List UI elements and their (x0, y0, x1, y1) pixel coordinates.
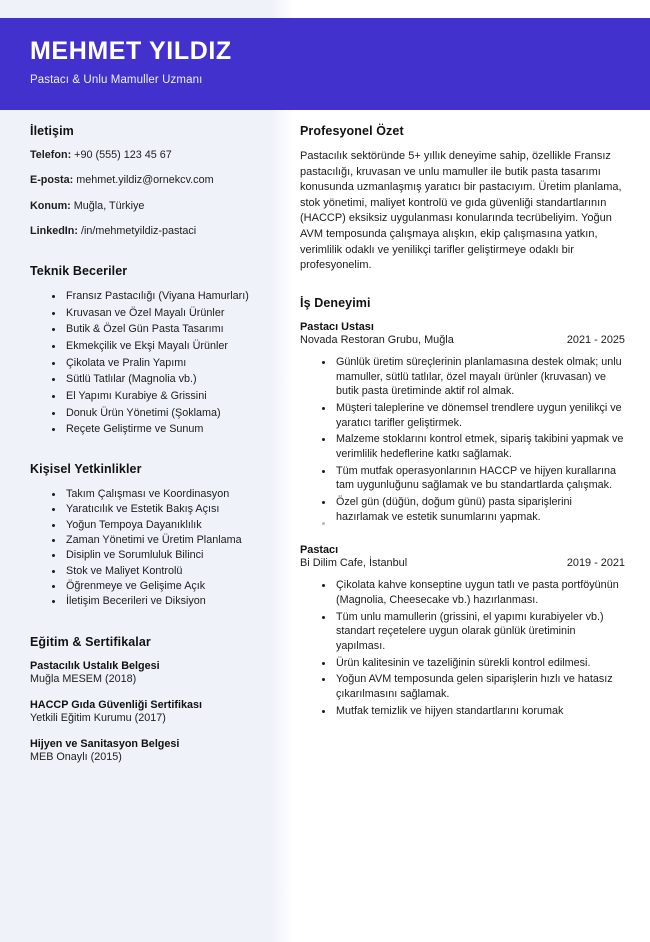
resume-header (0, 18, 650, 110)
personal-skill-item: Takım Çalışması ve Koordinasyon (66, 487, 268, 502)
job-responsibility-item: Günlük üretim süreçlerinin planlamasına destek olmak; unlu mamuller, sütlü tatlılar, özel mayalı ürünler (kruvasan) ve butik pasta üretiminde aktif rol almak. (336, 355, 625, 399)
contact-item (30, 200, 268, 213)
job-company: Novada Restoran Grubu, Muğla (300, 333, 454, 346)
job-dates: 2019 - 2021 (566, 557, 625, 570)
main-column (300, 124, 625, 720)
personal-skill-item: Zaman Yönetimi ve Üretim Planlama (66, 533, 268, 548)
education-list (30, 660, 268, 763)
job-responsibility-list (300, 578, 625, 718)
contact-item-label: Telefon: (30, 149, 72, 161)
education-entry-subtitle: Yetkili Eğitim Kurumu (2017) (30, 711, 166, 724)
summary-heading: Profesyonel Özet (300, 124, 404, 138)
summary-section (300, 124, 625, 274)
candidate-name: MEHMET YILDIZ (30, 37, 232, 65)
technical-skills-heading: Teknik Beceriler (30, 263, 128, 278)
contact-item-label: Konum: (30, 199, 71, 212)
technical-skills-list (30, 289, 268, 437)
job-responsibility-list (300, 355, 625, 524)
education-entry-title: HACCP Gıda Güvenliği Sertifikası (30, 698, 202, 711)
personal-skills-section (30, 462, 268, 610)
job-responsibility-item: Malzeme stoklarını kontrol etmek, sipariş takibini yapmak ve verimlilik hedeflerine katkı sağlamak. (336, 433, 624, 460)
contact-section (30, 124, 268, 239)
technical-skill-item: Sütlü Tatlılar (Magnolia vb.) (66, 372, 268, 387)
technical-skill-item: El Yapımı Kurabiye & Grissini (66, 389, 268, 404)
education-entry-title: Hijyen ve Sanitasyon Belgesi (30, 737, 180, 750)
contact-item-value: mehmet.yildiz@ornekcv.com (73, 174, 214, 187)
personal-skill-item: Yaratıcılık ve Estetik Bakış Açısı (66, 502, 268, 517)
job-responsibility-item: Tüm mutfak operasyonlarının HACCP ve hijyen kurallarına tam uygunluğunu sağlamak ve bu standartlarda çalışmak. (336, 464, 625, 493)
job-title: Pastacı (300, 544, 339, 557)
summary-text: Pastacılık sektöründe 5+ yıllık deneyime sahip, özellikle Fransız pastacılığı, kruvasan ve unlu mamuller ile butik pasta tasarımı konusunda uzmanlaşmış yaratıcı bir pastacıyım. Üretim planlama, stok yönetimi, maliyet kontrolü ve gıda güvenliği standartlarının (HACCP) eksiksiz uygulanması konularında tecrübeliyim. Yoğun AVM temposunda çalışmaya alışkın, ekip çalışmasına yatkın, verimlilik odaklı ve yenilikçi tarifler geliştirmeye odaklı bir profesyonelim. (300, 150, 622, 272)
contact-heading: İletişim (30, 124, 74, 138)
technical-skill-item: Kruvasan ve Özel Mayalı Ürünler (66, 306, 268, 321)
education-entry (30, 660, 268, 685)
contact-item-value: Muğla, Türkiye (70, 199, 145, 212)
experience-entry (300, 321, 625, 524)
personal-skill-item: Yoğun Tempoya Dayanıklılık (66, 518, 268, 533)
job-meta (300, 334, 625, 346)
experience-section (300, 296, 625, 718)
job-title: Pastacı Ustası (300, 320, 374, 333)
experience-entry-header (300, 544, 625, 569)
contact-item-value: +90 (555) 123 45 67 (71, 149, 172, 161)
technical-skill-item: Butik & Özel Gün Pasta Tasarımı (66, 322, 268, 337)
personal-skill-item: Öğrenmeye ve Gelişime Açık (66, 579, 268, 594)
contact-item-value: /in/mehmetyildiz-pastaci (78, 225, 197, 238)
stray-bullet-artifact (322, 522, 325, 525)
contact-list (30, 149, 268, 239)
education-entry-subtitle: Muğla MESEM (2018) (30, 672, 137, 685)
job-responsibility-item: Müşteri taleplerine ve dönemsel trendlere uygun yenilikçi ve yaratıcı tarifler geliştirmek. (336, 401, 625, 430)
job-responsibility-item: Yoğun AVM temposunda gelen siparişlerin hızlı ve hatasız çıkarılmasını sağlamak. (336, 672, 625, 701)
job-responsibility-item: Özel gün (düğün, doğum günü) pasta siparişlerini hazırlamak ve estetik sunumlarını yapmak. (336, 495, 625, 524)
personal-skill-item: Stok ve Maliyet Kontrolü (66, 564, 268, 579)
contact-item (30, 149, 268, 162)
job-responsibility-item: Çikolata kahve konseptine uygun tatlı ve pasta portföyünün (Magnolia, Cheesecake vb.) hazırlanması. (336, 578, 625, 607)
technical-skill-item: Çikolata ve Pralin Yapımı (66, 356, 268, 371)
job-responsibility-item: Tüm unlu mamullerin (grissini, el yapımı kurabiyeler vb.) standart reçetelere uygun olarak günlük üretiminin yapılması. (336, 610, 625, 654)
contact-item-label: LinkedIn: (30, 225, 78, 238)
personal-skill-item: İletişim Becerileri ve Diksiyon (66, 594, 268, 609)
experience-entry-header (300, 321, 625, 346)
technical-skills-section (30, 264, 268, 437)
technical-skill-item: Ekmekçilik ve Ekşi Mayalı Ürünler (66, 339, 268, 354)
experience-list (300, 321, 625, 718)
education-section (30, 635, 268, 763)
job-dates: 2021 - 2025 (566, 333, 625, 346)
education-entry-title: Pastacılık Ustalık Belgesi (30, 659, 160, 672)
job-meta (300, 557, 625, 569)
education-heading: Eğitim & Sertifikalar (30, 634, 151, 649)
education-entry (30, 699, 268, 724)
contact-item (30, 174, 268, 187)
personal-skills-list (30, 487, 268, 610)
education-entry-subtitle: MEB Onaylı (2015) (30, 750, 122, 763)
job-responsibility-item: Mutfak temizlik ve hijyen standartlarını korumak (336, 704, 625, 719)
technical-skill-item: Fransız Pastacılığı (Viyana Hamurları) (66, 289, 268, 304)
job-responsibility-item: Ürün kalitesinin ve tazeliğinin sürekli kontrol edilmesi. (336, 656, 625, 671)
contact-item-label: E-posta: (30, 174, 74, 187)
job-company: Bi Dilim Cafe, İstanbul (300, 557, 408, 570)
technical-skill-item: Reçete Geliştirme ve Sunum (66, 422, 268, 437)
experience-entry (300, 544, 625, 718)
technical-skill-item: Donuk Ürün Yönetimi (Şoklama) (66, 406, 268, 421)
contact-item (30, 225, 268, 238)
personal-skill-item: Disiplin ve Sorumluluk Bilinci (66, 548, 268, 563)
sidebar-column (30, 124, 268, 763)
education-entry (30, 738, 268, 763)
candidate-role: Pastacı & Unlu Mamuller Uzmanı (30, 74, 203, 87)
personal-skills-heading: Kişisel Yetkinlikler (30, 461, 142, 476)
experience-heading: İş Deneyimi (300, 295, 371, 310)
